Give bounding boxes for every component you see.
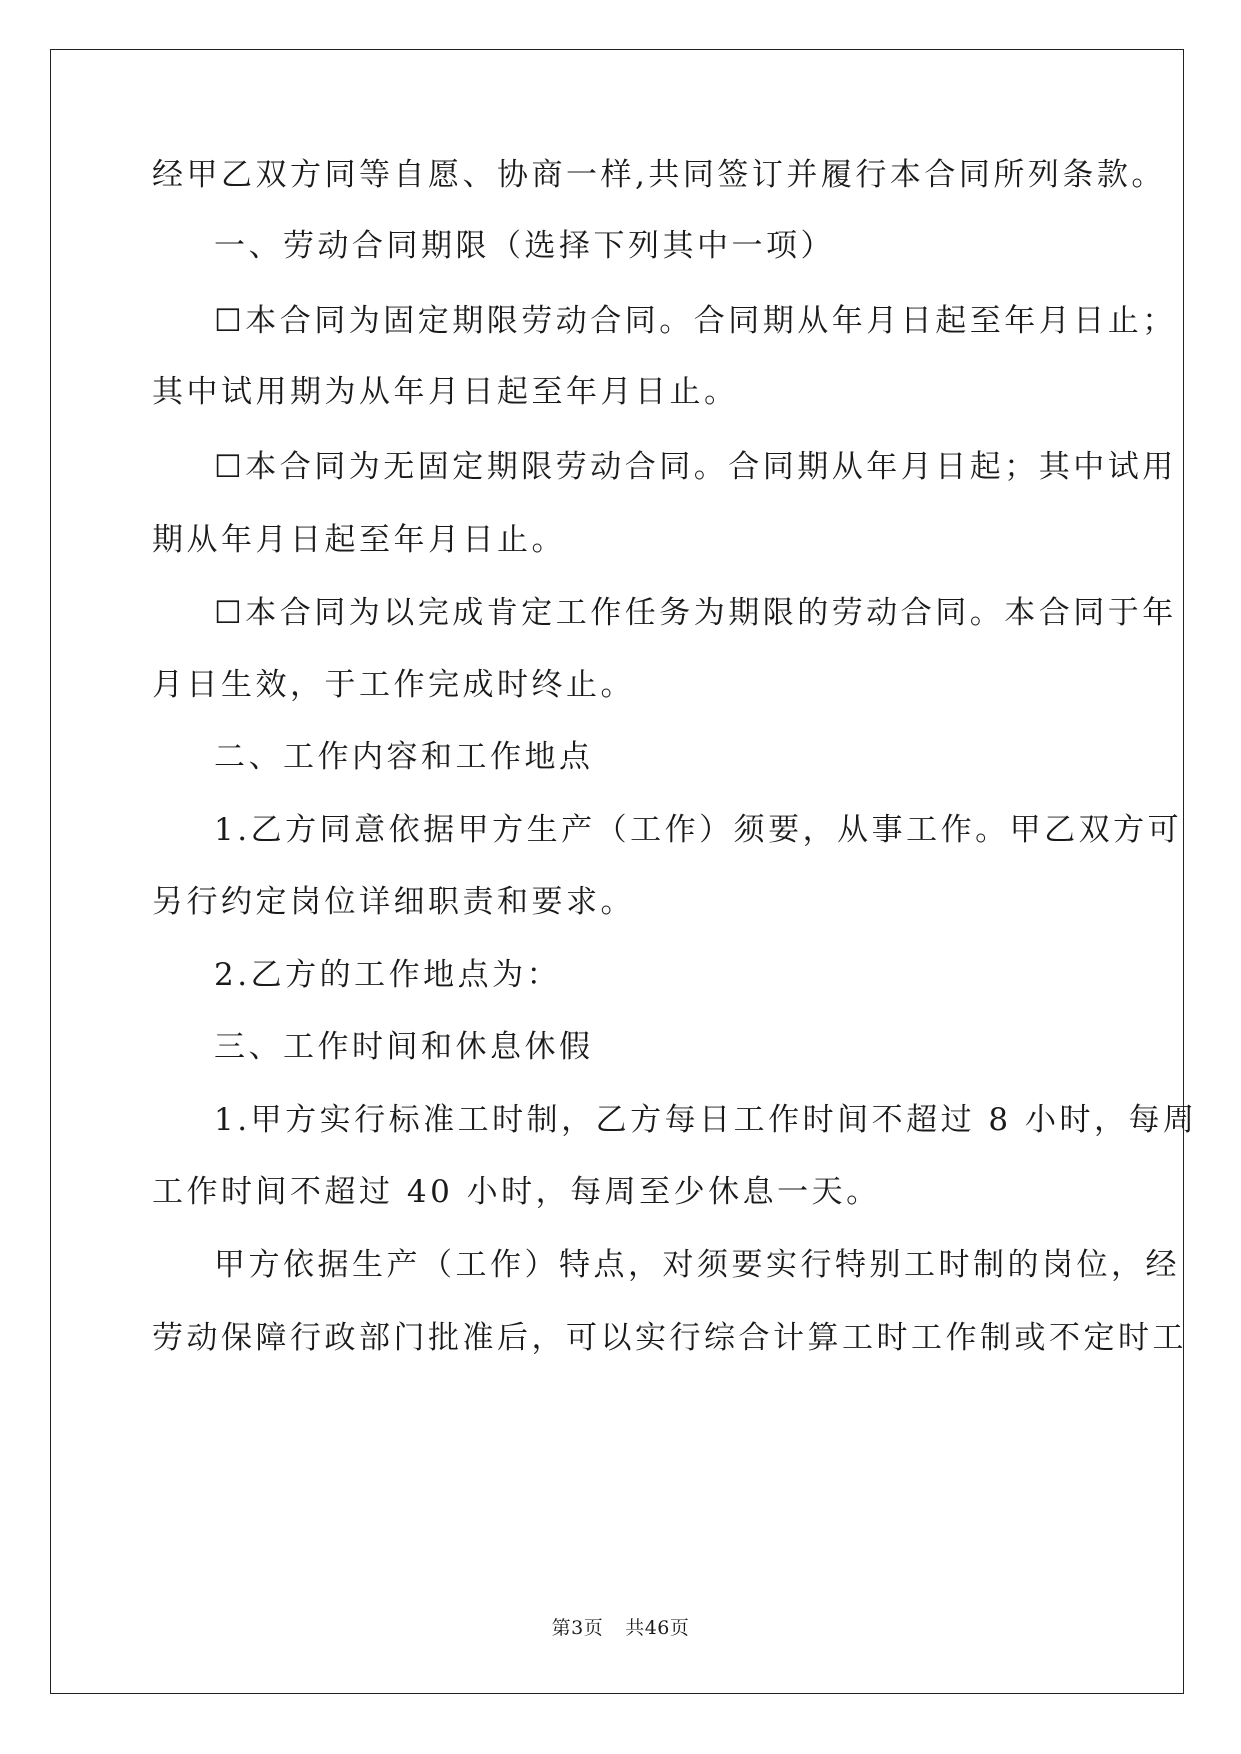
paragraph-line: 其中试用期为从年月日起至年月日止。 xyxy=(152,374,739,410)
checkbox-option-fixed-term: ☐本合同为固定期限劳动合同。合同期从年月日起至年月日止； xyxy=(214,303,1177,339)
section-heading-3: 三、工作时间和休息休假 xyxy=(214,1029,594,1065)
checkbox-option-open-term: ☐本合同为无固定期限劳动合同。合同期从年月日起；其中试用 xyxy=(214,449,1177,485)
clause-2-1: 1.乙方同意依据甲方生产（工作）须要，从事工作。甲乙双方可 xyxy=(214,812,1183,848)
checkbox-option-task-term: ☐本合同为以完成肯定工作任务为期限的劳动合同。本合同于年 xyxy=(214,595,1177,631)
page-footer xyxy=(0,1616,1241,1640)
paragraph-line: 劳动保障行政部门批准后，可以实行综合计算工时工作制或不定时工 xyxy=(152,1320,1187,1356)
page-border xyxy=(50,49,1184,1694)
section-heading-1: 一、劳动合同期限（选择下列其中一项） xyxy=(214,228,835,264)
clause-3-1: 1.甲方实行标准工时制，乙方每日工作时间不超过 8 小时，每周 xyxy=(214,1102,1198,1138)
section-heading-2: 二、工作内容和工作地点 xyxy=(214,739,594,775)
clause-2-2: 2.乙方的工作地点为： xyxy=(214,957,562,993)
page-total: 共46页 xyxy=(625,1617,690,1639)
paragraph-line: 工作时间不超过 40 小时，每周至少休息一天。 xyxy=(152,1174,881,1210)
paragraph-line: 期从年月日起至年月日止。 xyxy=(152,522,566,558)
paragraph-line: 月日生效，于工作完成时终止。 xyxy=(152,667,635,703)
page-number: 第3页 xyxy=(551,1617,604,1639)
paragraph-line: 另行约定岗位详细职责和要求。 xyxy=(152,884,635,920)
paragraph-line: 甲方依据生产（工作）特点，对须要实行特别工时制的岗位，经 xyxy=(214,1247,1180,1283)
paragraph-line: 经甲乙双方同等自愿、协商一样,共同签订并履行本合同所列条款。 xyxy=(152,157,1166,193)
